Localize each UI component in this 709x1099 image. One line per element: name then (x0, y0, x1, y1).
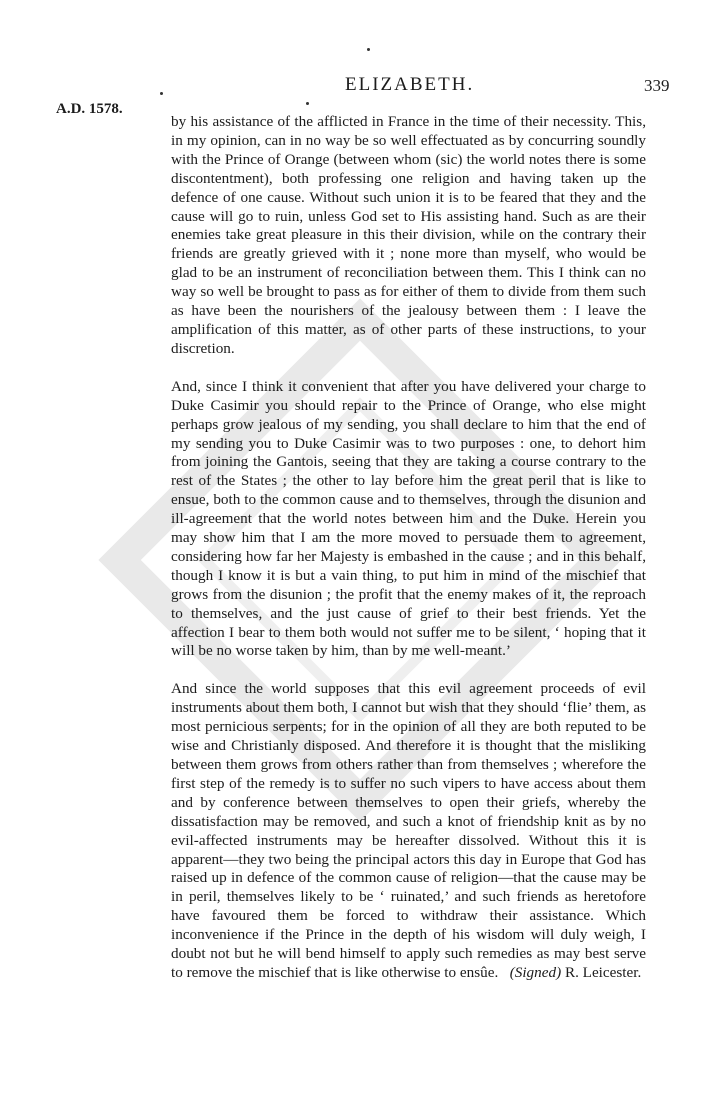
signature-name: R. Leicester. (564, 963, 642, 981)
print-speck-1 (367, 48, 370, 51)
print-speck-3 (160, 92, 163, 95)
page-number: 339 (644, 76, 670, 95)
paragraph-3 (171, 680, 646, 983)
paragraph-2: And, since I think it convenient that after you have delivered your charge to Duke Casimir you should repair to the Prince of Orange, who else might perhaps grow jealous of my sending, you shall declare to him that the end of my sending you to Duke Casimir was to two purposes : one, to dehort him from joining the Gantois, seeing that they are taking a course contrary to the rest of the States ; the other to lay before him the great peril that is like to ensue, both to the common cause and to themselves, through the disunion and ill-agreement that the world notes between him and the Duke. Herein you may show him that I am the more moved to persuade them to agreement, considering how far her Majesty is embashed in the cause ; and in this behalf, though I know it is but a vain thing, to put him in mind of the mischief that grows from the disunion ; the profit that the enemy makes of it, the reproach to themselves, and the just cause of grief to their best friends. Yet the affection I bear to them both would not suffer me to be silent, ‘ hoping that it will be no worse taken by him, than by me well-meant.’ (171, 377, 646, 660)
document-body (171, 113, 646, 983)
paragraph-1: by his assistance of the afflicted in France in the time of their necessity. This, in my opinion, can in no way be so well effectuated as by concurring soundly with the Prince of Orange (between whom (sic) the world notes there is some discontentment), both professing one religion and having taken up the defence of one cause. Without such union it is to be feared that they and the cause will go to ruin, unless God set to His assisting hand. Such as are their enemies take great pleasure in this their division, while on the contrary their friends are greatly grieved with it ; none more than myself, who would be glad to be an instrument of reconciliation between them. This I think can no way so well be brought to pass as for either of them to divide from them such as have been the nourishers of the jealousy between them : I leave the amplification of this matter, as of other parts of these instructions, to your discretion. (171, 113, 646, 357)
paragraph-3-text: And since the world supposes that this evil agreement proceeds of evil instruments about them both, I cannot but wish that they should ‘flie’ them, as most pernicious serpents; for in the opinion of all they are both reputed to be wise and Christianly disposed. And therefore it is thought that the misliking between them grows from others rather than from themselves ; wherefore the first step of the remedy is to suffer no such vipers to have access about them and by conference between themselves to open their griefs, whereby the dissatisfaction may be removed, and such a knot of friendship knit as by no evil-affected instruments may be hereafter dissolved. Without this it is apparent—they two being the principal actors this day in Europe that God has raised up in defence of the common cause of religion—that the cause may be in peril, themselves likely to be ‘ ruinated,’ and such friends as heretofore have favoured them be forced to withdraw their assistance. Which inconvenience if the Prince in the depth of his wisdom will duly weigh, I doubt not but he will bend himself to apply such remedies as may best serve to remove the mischief that is like otherwise to ensûe. (171, 680, 646, 981)
print-speck-2 (306, 102, 309, 105)
running-title: ELIZABETH. (345, 74, 475, 95)
margin-date: A.D. 1578. (56, 101, 123, 117)
signature-prefix: (Signed) (509, 963, 562, 981)
